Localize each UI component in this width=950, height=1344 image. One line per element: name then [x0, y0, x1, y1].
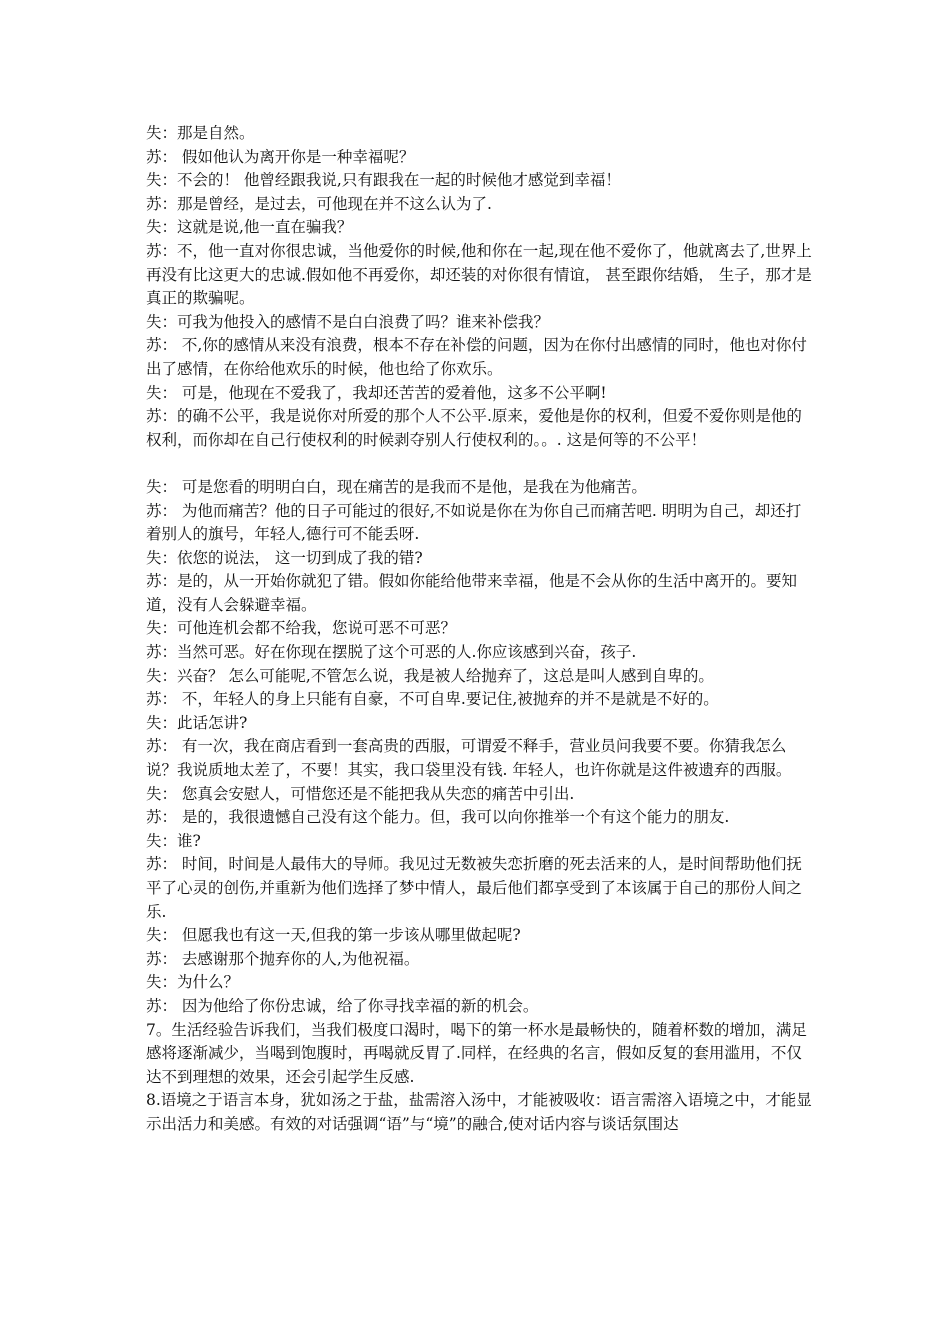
dialogue-line: 苏： 是的，我很遗憾自己没有这个能力。但，我可以向你推举一个有这个能力的朋友.: [146, 808, 730, 827]
dialogue-line: 苏：不，他一直对你很忠诚，当他爱你的时候,他和你在一起,现在他不爱你了，他就离去了,世界上再没有比这更大的忠诚.假如他不再爱你，却还装的对你很有情谊， 甚至跟你结婚， 生子，那才是真正的欺骗呢。: [146, 241, 812, 308]
dialogue-line: 苏：那是曾经，是过去，可他现在并不这么认为了.: [146, 194, 492, 213]
dialogue-line: 失：不会的！ 他曾经跟我说,只有跟我在一起的时候他才感觉到幸福！: [146, 171, 621, 190]
dialogue-line: 苏： 假如他认为离开你是一种幸福呢？: [146, 147, 415, 166]
dialogue-line: 苏： 为他而痛苦？他的日子可能过的很好,不如说是你在为你自己而痛苦吧. 明明为自己，却还打着别人的旗号，年轻人,德行可不能丢呀.: [146, 501, 802, 544]
dialogue-line: 失： 您真会安慰人，可惜您还是不能把我从失恋的痛苦中引出.: [146, 784, 575, 803]
dialogue-line: 失： 但愿我也有这一天,但我的第一步该从哪里做起呢?: [146, 926, 521, 945]
dialogue-line: 苏： 去感谢那个抛弃你的人,为他祝福。: [146, 949, 420, 968]
dialogue-line: 失：为什么？: [146, 973, 240, 992]
dialogue-line: 失：兴奋？ 怎么可能呢,不管怎么说，我是被人给抛弃了，这总是叫人感到自卑的。: [146, 666, 714, 685]
blank-line: [146, 452, 814, 476]
dialogue-line: 失： 可是，他现在不爱我了，我却还苦苦的爱着他，这多不公平啊!: [146, 383, 607, 402]
dialogue-line: 失： 可是您看的明明白白，现在痛苦的是我而不是他，是我在为他痛苦。: [146, 477, 647, 496]
dialogue-line: 苏：的确不公平，我是说你对所爱的那个人不公平.原来，爱他是你的权利，但爱不爱你则是他的权利，而你却在自己行使权利的时候剥夺别人行使权利的。。. 这是何等的不公平！: [146, 407, 802, 449]
dialogue-line: 失：可他连机会都不给我，您说可恶不可恶？: [146, 619, 457, 638]
numbered-paragraph: 7。生活经验告诉我们，当我们极度口渴时，喝下的第一杯水是最畅快的，随着杯数的增加，满足感将逐渐减少，当喝到饱腹时，再喝就反胃了.同样，在经典的名言，假如反复的套用滥用，不仅达不到理想的效果，还会引起学生反感.: [146, 1020, 807, 1086]
dialogue-line: 失：依您的说法， 这一切到成了我的错?: [146, 548, 423, 567]
dialogue-line: 苏： 不，年轻人的身上只能有自豪，不可自卑.要记住,被抛弃的并不是就是不好的。: [146, 690, 719, 709]
dialogue-line: 失：可我为他投入的感情不是白白浪费了吗？谁来补偿我？: [146, 312, 550, 331]
numbered-paragraph: 8.语境之于语言本身，犹如汤之于盐，盐需溶入汤中，才能被吸收：语言需溶入语境之中，才能显示出活力和美感。有效的对话强调“语”与“境”的融合,使对话内容与谈话氛围达: [146, 1091, 812, 1133]
dialogue-line: 失：谁?: [146, 831, 201, 850]
document-page: [146, 122, 814, 1137]
dialogue-line: 苏：当然可恶。好在你现在摆脱了这个可恶的人.你应该感到兴奋，孩子.: [146, 643, 637, 662]
dialogue-line: 失：这就是说,他一直在骗我？: [146, 218, 353, 237]
dialogue-line: 苏：是的，从一开始你就犯了错。假如你能给他带来幸福，他是不会从你的生活中离开的。要知道，没有人会躲避幸福。: [146, 572, 798, 614]
dialogue-line: 苏： 因为他给了你份忠诚，给了你寻找幸福的新的机会。: [146, 996, 539, 1015]
dialogue-line: 失：此话怎讲?: [146, 713, 248, 732]
dialogue-line: 苏： 时间，时间是人最伟大的导师。我见过无数被失恋折磨的死去活来的人，是时间帮助他们抚平了心灵的创伤,并重新为他们选择了梦中情人，最后他们都享受到了本该属于自己的那份人间之乐.: [146, 855, 802, 921]
dialogue-line: 失：那是自然。: [146, 124, 255, 142]
dialogue-line: 苏： 不,你的感情从来没有浪费，根本不存在补偿的问题，因为在你付出感情的同时，他也对你付出了感情，在你给他欢乐的时候，他也给了你欢乐。: [146, 336, 807, 378]
dialogue-line: 苏： 有一次，我在商店看到一套高贵的西服，可谓爱不释手，营业员问我要不要。你猜我怎么说？我说质地太差了，不要！其实，我口袋里没有钱. 年轻人，也许你就是这件被遗弃的西服。: [146, 737, 792, 780]
